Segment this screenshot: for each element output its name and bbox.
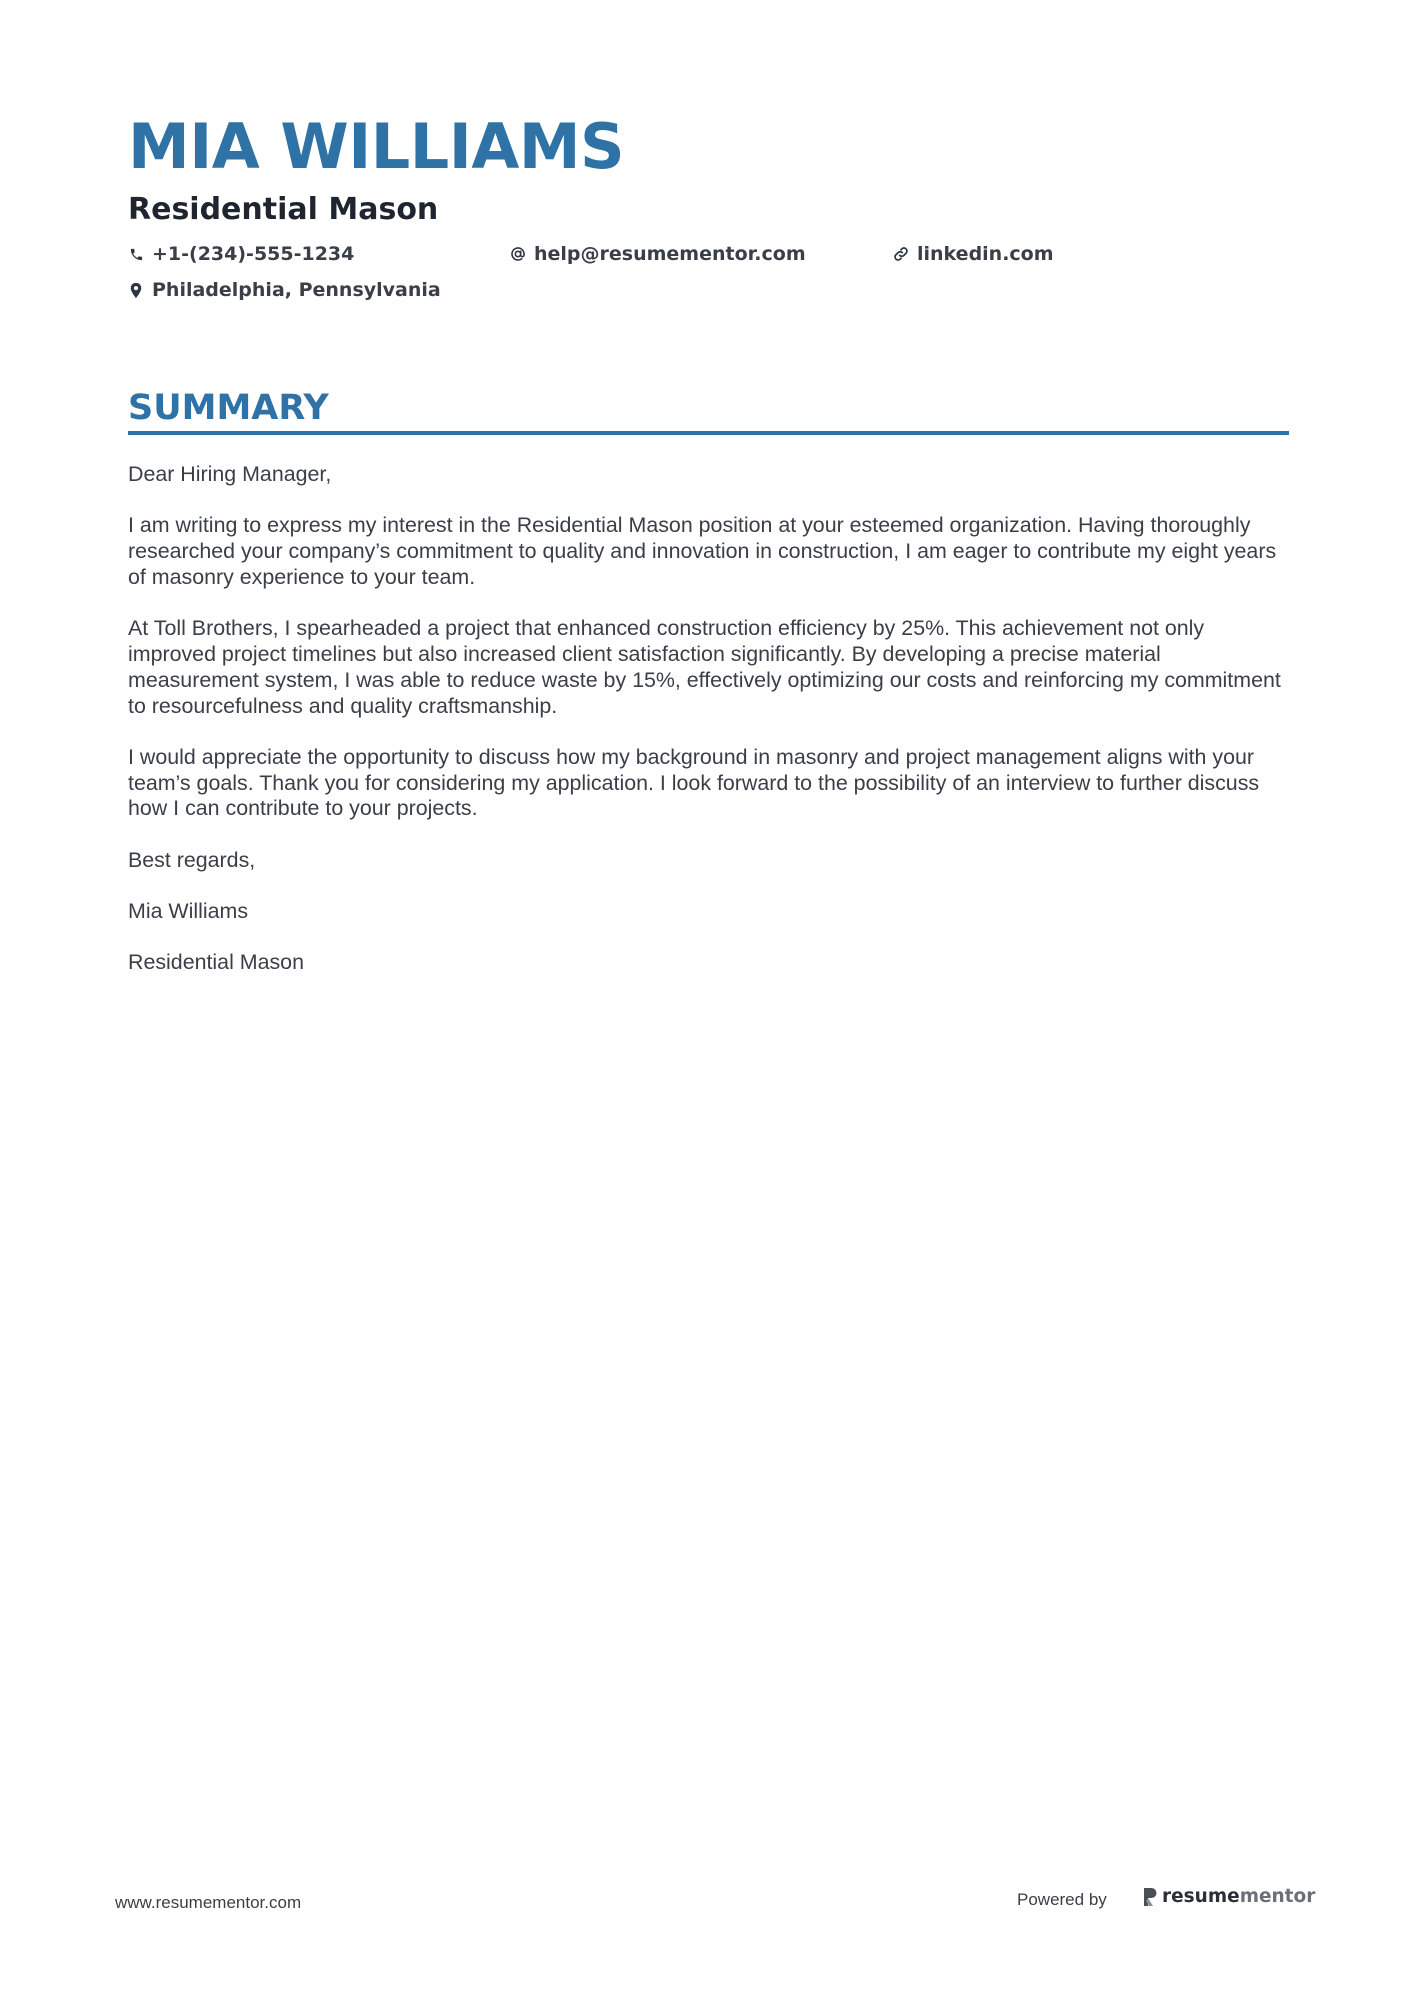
at-sign-icon bbox=[510, 245, 526, 263]
link-icon bbox=[893, 245, 909, 263]
letter-paragraph: I would appreciate the opportunity to discuss how my background in masonry and project management aligns with your team’s goals. Thank you for considering my application. I look forward to the possibility of an interview to further discuss how I can contribute to your projects. bbox=[128, 744, 1260, 821]
letter-body bbox=[128, 462, 1293, 1002]
contact-email bbox=[510, 242, 806, 266]
contact-website bbox=[893, 242, 1054, 266]
letter-paragraph: At Toll Brothers, I spearheaded a project that enhanced construction efficiency by 25%. This achievement not only improved project timelines but also increased client satisfaction significantly. By developing a precise material measurement system, I was able to reduce waste by 15%, effectively optimizing our costs and reinforcing my commitment to resourcefulness and quality craftsmanship. bbox=[128, 616, 1281, 718]
resumementor-logo-icon bbox=[1142, 1887, 1158, 1907]
letter-greeting: Dear Hiring Manager, bbox=[128, 462, 332, 486]
location-text: Philadelphia, Pennsylvania bbox=[152, 279, 441, 301]
phone-icon bbox=[128, 245, 144, 263]
letter-paragraph: I am writing to express my interest in the Residential Mason position at your esteemed organization. Having thoroughly researched your company’s commitment to quality and innovation in construction, I am eager to contribute my eight years of masonry experience to your team. bbox=[128, 513, 1277, 589]
powered-by-label: Powered by bbox=[1017, 1890, 1107, 1909]
section-divider bbox=[128, 431, 1289, 435]
phone-text: +1-(234)-555-1234 bbox=[152, 243, 355, 265]
location-pin-icon bbox=[128, 281, 144, 299]
footer-url[interactable]: www.resumementor.com bbox=[115, 1893, 302, 1912]
brand-text-light: mentor bbox=[1239, 1886, 1316, 1907]
brand-text-bold: resume bbox=[1162, 1886, 1240, 1907]
signature-title: Residential Mason bbox=[128, 950, 304, 975]
contact-location bbox=[128, 278, 441, 302]
candidate-name: MIA WILLIAMS bbox=[128, 110, 625, 183]
website-text[interactable]: linkedin.com bbox=[917, 243, 1054, 265]
job-title: Residential Mason bbox=[128, 192, 439, 227]
email-text[interactable]: help@resumementor.com bbox=[534, 243, 806, 265]
resumementor-logo[interactable] bbox=[1142, 1886, 1315, 1907]
signature-name: Mia Williams bbox=[128, 899, 249, 924]
section-heading-summary: SUMMARY bbox=[128, 388, 329, 428]
contact-phone bbox=[128, 242, 354, 266]
letter-closing: Best regards, bbox=[128, 847, 256, 872]
